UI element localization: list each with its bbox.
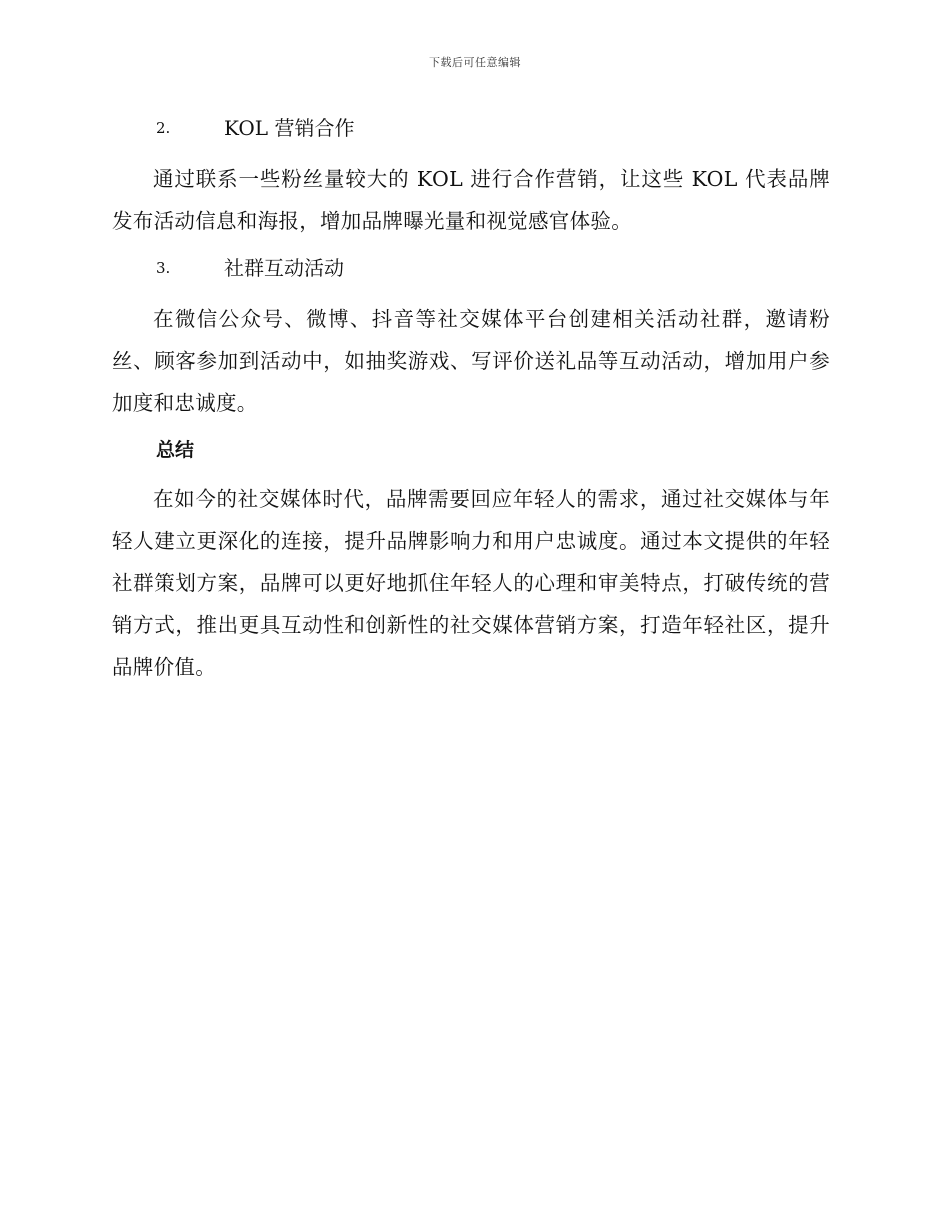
summary-paragraph: 在如今的社交媒体时代，品牌需要回应年轻人的需求，通过社交媒体与年轻人建立更深化的连接，提升品牌影响力和用户忠诚度。通过本文提供的年轻社群策划方案，品牌可以更好地抓住年轻人的心理和审美特点，打破传统的营销方式，推出更具互动性和创新性的社交媒体营销方案，打造年轻社区，提升品牌价值。 [112,487,830,679]
summary-heading: 总结 [156,439,195,461]
section-paragraph-kol: 通过联系一些粉丝量较大的 KOL 进行合作营销，让这些 KOL 代表品牌发布活动信息和海报，增加品牌曝光量和视觉感官体验。 [112,167,830,233]
section-paragraph-community: 在微信公众号、微博、抖音等社交媒体平台创建相关活动社群，邀请粉丝、顾客参加到活动中，如抽奖游戏、写评价送礼品等互动活动，增加用户参加度和忠诚度。 [112,307,830,415]
page-header: 下载后可任意编辑 [429,56,521,69]
section-heading-community [112,248,830,288]
section-title: 社群互动活动 [224,256,344,280]
document-body [112,108,830,694]
section-number: 2. [156,119,171,137]
section-title: KOL 营销合作 [224,116,355,140]
section-heading-kol [112,108,830,148]
section-number: 3. [156,259,171,277]
